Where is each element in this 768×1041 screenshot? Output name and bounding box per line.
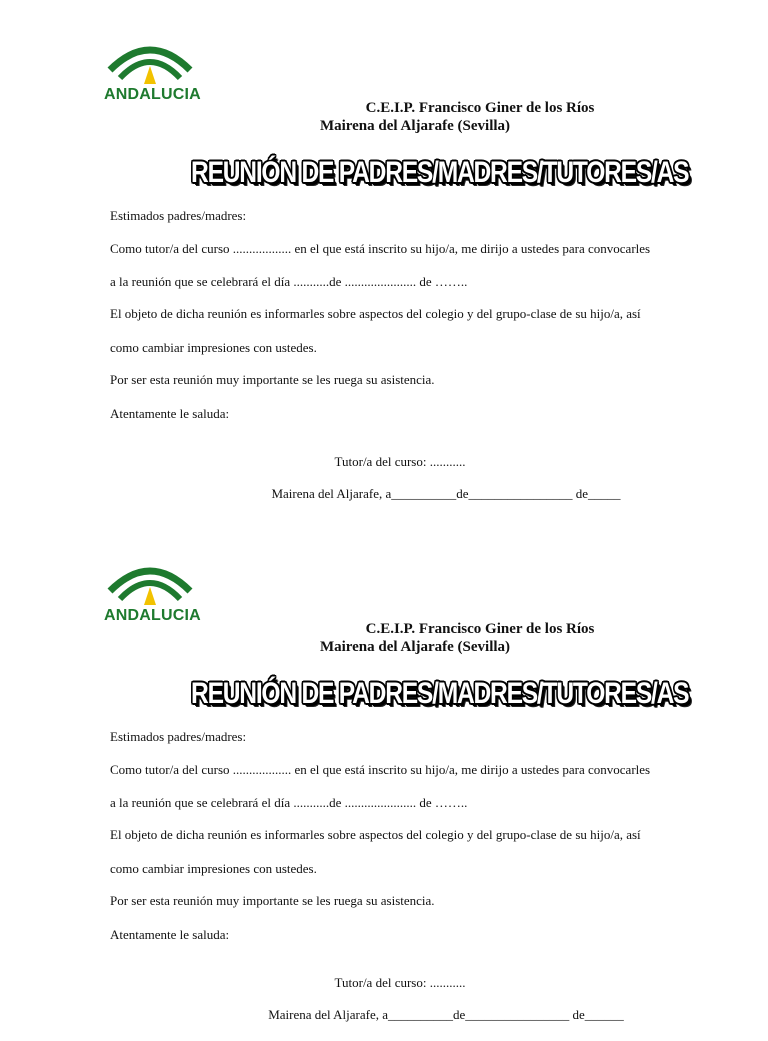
paragraph-2-line-1: El objeto de dicha reunión es informarles sobre aspectos del colegio y del grupo-clase de su hijo/a, así: [110, 827, 641, 842]
paragraph-2-line-2: como cambiar impresiones con ustedes.: [110, 340, 317, 355]
paragraph-2-line-2: como cambiar impresiones con ustedes.: [110, 861, 317, 876]
paragraph-3: Por ser esta reunión muy importante se les ruega su asistencia.: [110, 893, 435, 908]
school-town: Mairena del Aljarafe (Sevilla): [319, 118, 511, 134]
meeting-notice-2: [0, 521, 768, 1041]
school-name: C.E.I.P. Francisco Giner de los Ríos: [365, 100, 595, 116]
meeting-notice-1: [0, 0, 768, 520]
banner-text: REUNIÓN DE PADRES/MADRES/TUTORES/AS: [191, 677, 689, 710]
closing: Atentamente le saluda:: [110, 927, 230, 942]
paragraph-1-line-1: Como tutor/a del curso .................. en el que está inscrito su hijo/a, me dirijo a ustedes para convocarles: [110, 241, 651, 256]
andalucia-arcs-icon: [104, 36, 196, 92]
paragraph-1-line-2: a la reunión que se celebrará el día ...........de ...................... de ……..: [110, 795, 468, 810]
closing: Atentamente le saluda:: [110, 406, 230, 421]
logo-text: ANDALUCIA: [104, 86, 201, 103]
meeting-banner: [150, 671, 689, 717]
place-date-line: Mairena del Aljarafe, a__________de________________ de______: [268, 1007, 624, 1022]
meeting-banner: [150, 150, 689, 196]
andalucia-arcs-icon: [104, 557, 196, 613]
greeting: Estimados padres/madres:: [110, 729, 247, 744]
place-date-line: Mairena del Aljarafe, a__________de________________ de_____: [271, 486, 621, 501]
andalucia-logo: [104, 36, 201, 108]
paragraph-3: Por ser esta reunión muy importante se les ruega su asistencia.: [110, 372, 435, 387]
tutor-line: Tutor/a del curso: ...........: [334, 975, 466, 990]
tutor-line: Tutor/a del curso: ...........: [334, 454, 466, 469]
paragraph-2-line-1: El objeto de dicha reunión es informarles sobre aspectos del colegio y del grupo-clase de su hijo/a, así: [110, 306, 641, 321]
paragraph-1-line-1: Como tutor/a del curso .................. en el que está inscrito su hijo/a, me dirijo a ustedes para convocarles: [110, 762, 651, 777]
school-town: Mairena del Aljarafe (Sevilla): [319, 639, 511, 655]
school-name: C.E.I.P. Francisco Giner de los Ríos: [365, 621, 595, 637]
logo-text: ANDALUCIA: [104, 607, 201, 624]
banner-text: REUNIÓN DE PADRES/MADRES/TUTORES/AS: [191, 156, 689, 189]
paragraph-1-line-2: a la reunión que se celebrará el día ...........de ...................... de ……..: [110, 274, 468, 289]
andalucia-logo: [104, 557, 201, 629]
greeting: Estimados padres/madres:: [110, 208, 247, 223]
